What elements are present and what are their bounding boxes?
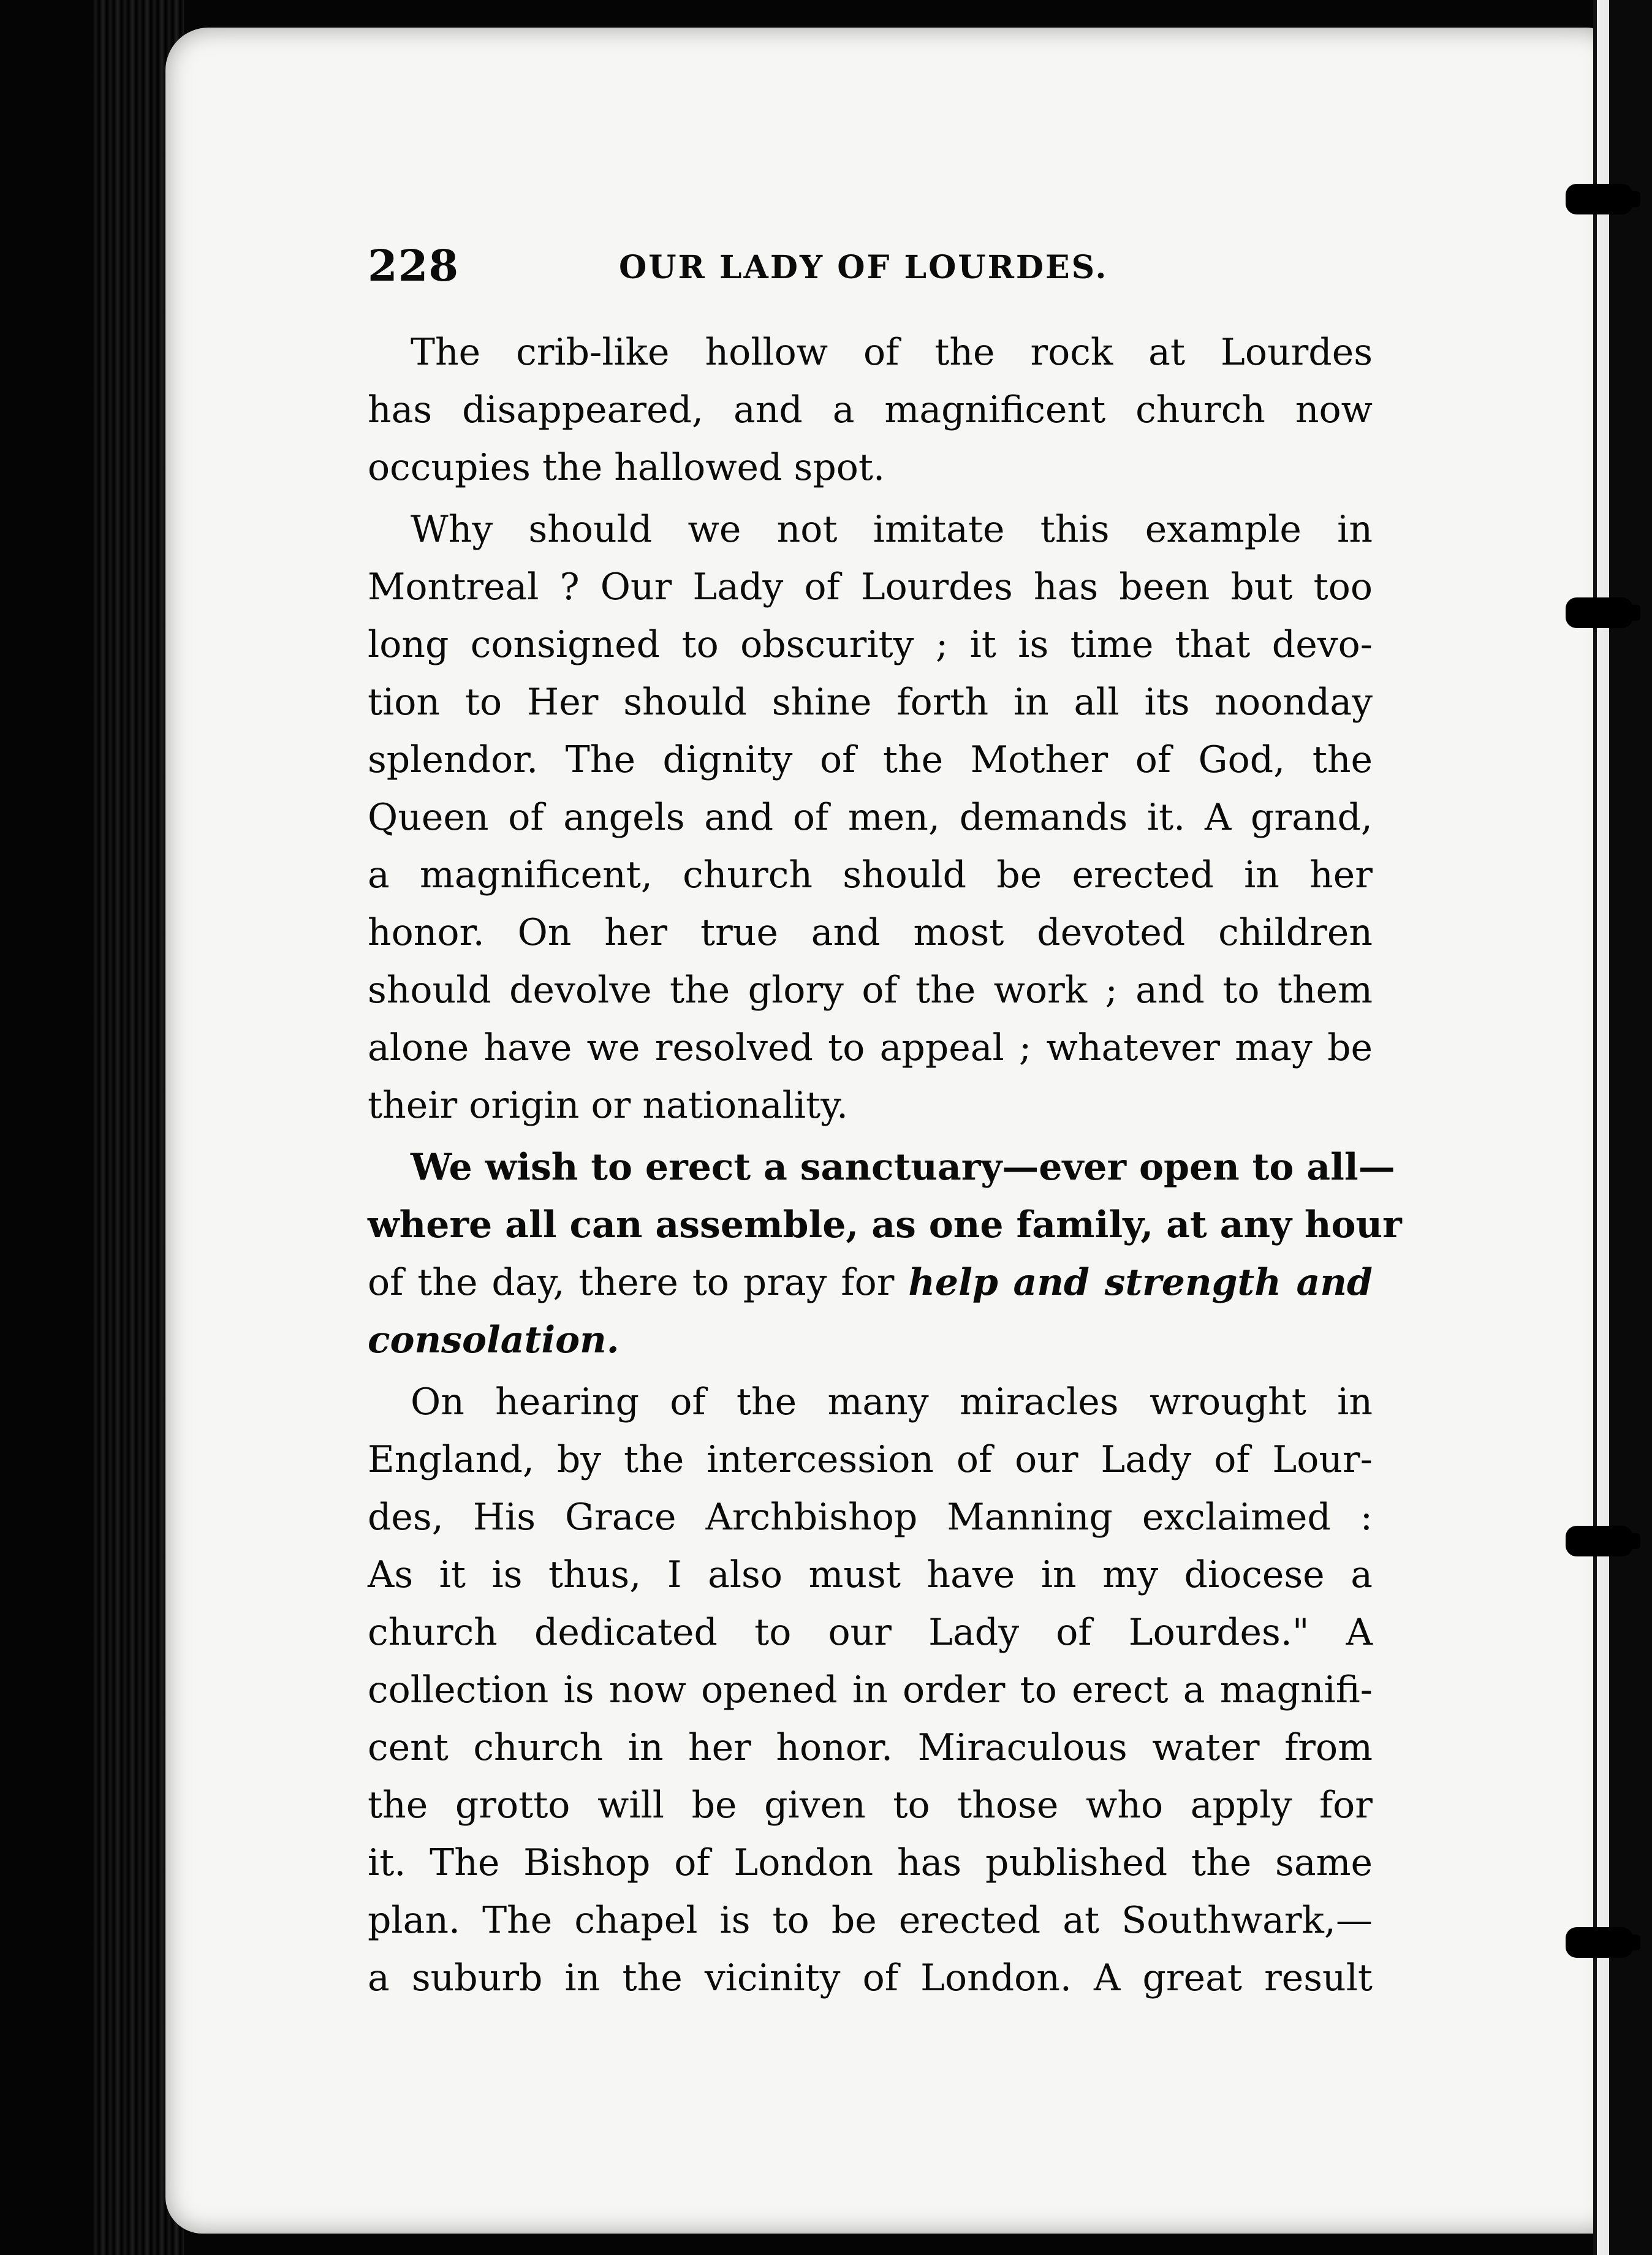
text-line: church dedicated to our Lady of Lourdes." A <box>368 1611 1373 1654</box>
body-text <box>368 324 1402 2007</box>
binding-clip <box>1566 1526 1633 1556</box>
text-line: We wish to erect a sanctuary—ever open to all— <box>411 1146 1395 1189</box>
text-line: where all can assemble, as one family, at any hour <box>368 1203 1402 1246</box>
text-line: a suburb in the vicinity of London. A great result <box>368 1957 1373 1999</box>
binding-clip <box>1566 184 1633 214</box>
paragraph <box>368 501 1373 1134</box>
text-line: cent church in her honor. Miraculous water from <box>368 1726 1373 1769</box>
text-line: has disappeared, and a magnificent church now <box>368 388 1373 431</box>
binding-clip <box>1566 1927 1633 1958</box>
text-line: Why should we not imitate this example in <box>411 508 1373 551</box>
text-line: the grotto will be given to those who apply for <box>368 1784 1373 1827</box>
text-line: des, His Grace Archbishop Manning exclaimed : <box>368 1496 1373 1539</box>
text-line: honor. On her true and most devoted children <box>368 911 1373 954</box>
text-line: alone have we resolved to appeal ; whatever may be <box>368 1026 1373 1069</box>
text-line: a magnificent, church should be erected in her <box>368 854 1373 896</box>
italic-text: help and strength and <box>908 1261 1373 1304</box>
text-line: As it is thus, I also must have in my diocese a <box>368 1553 1373 1596</box>
paragraph <box>368 324 1373 496</box>
text-line: it. The Bishop of London has published the same <box>368 1841 1373 1884</box>
text-line <box>368 1254 1373 1311</box>
text-line <box>368 1311 1373 1369</box>
text-line: tion to Her should shine forth in all its noonday <box>368 681 1373 724</box>
italic-text: consolation. <box>368 1319 620 1362</box>
text-line: their origin or nationality. <box>368 1084 849 1127</box>
paragraph <box>368 1139 1402 1369</box>
text-line: The crib-like hollow of the rock at Lourdes <box>411 331 1373 374</box>
text-line: occupies the hallowed spot. <box>368 446 885 489</box>
paragraph <box>368 1373 1373 2007</box>
scan-right-border <box>1609 0 1652 2255</box>
running-head: OUR LADY OF LOURDES. <box>619 249 1108 286</box>
page-number: 228 <box>368 240 460 291</box>
text-line: should devolve the glory of the work ; and to them <box>368 969 1373 1012</box>
text-line: splendor. The dignity of the Mother of God, the <box>368 738 1373 781</box>
text-line: collection is now opened in order to erect a magnifi- <box>368 1669 1373 1711</box>
page-header <box>368 240 1366 295</box>
text-line: Montreal ? Our Lady of Lourdes has been but too <box>368 566 1373 608</box>
text-line: England, by the intercession of our Lady of Lour- <box>368 1438 1373 1481</box>
binding-clip <box>1566 597 1633 628</box>
text-run: of the day, there to pray for <box>368 1261 909 1304</box>
text-line: Queen of angels and of men, demands it. A grand, <box>368 796 1373 839</box>
text-line: plan. The chapel is to be erected at Southwark,— <box>368 1899 1373 1942</box>
text-line: long consigned to obscurity ; it is time that devo- <box>368 623 1373 666</box>
text-line: On hearing of the many miracles wrought in <box>411 1381 1373 1423</box>
